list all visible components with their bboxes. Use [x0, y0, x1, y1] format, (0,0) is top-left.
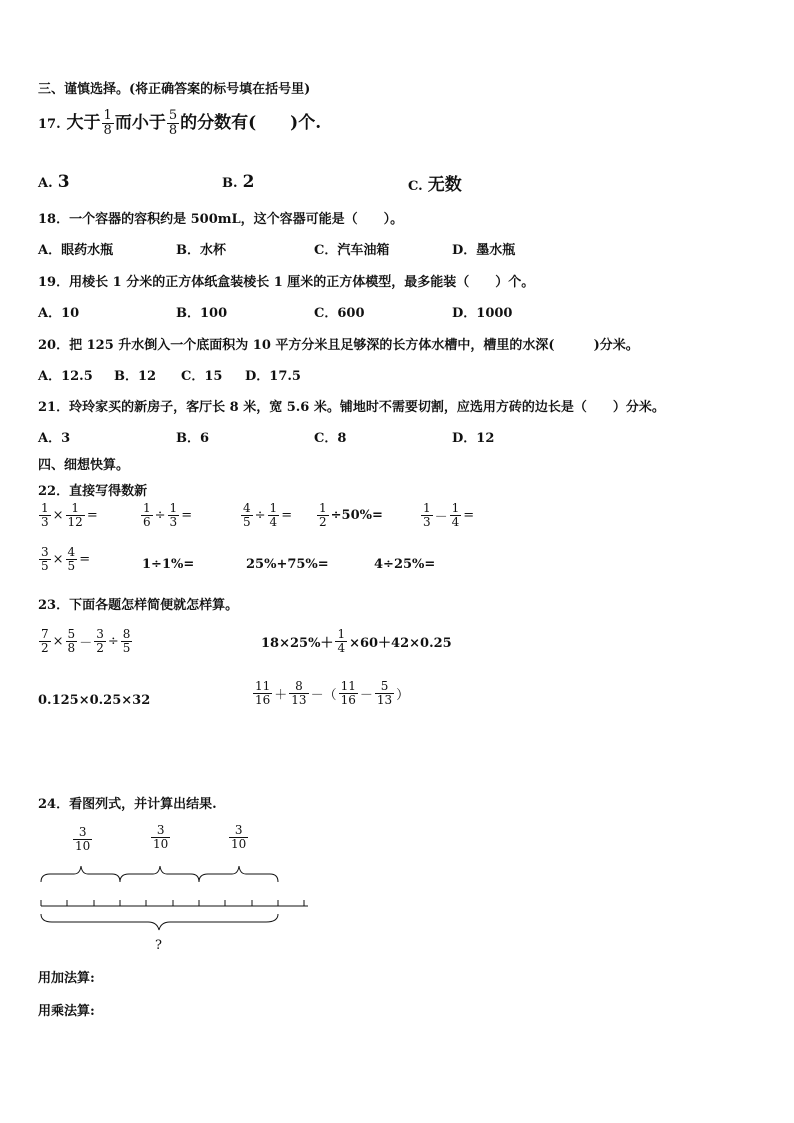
top-brace-1: [41, 866, 120, 882]
q17-fraction-2: $\frac{5}{8}$: [168, 108, 178, 138]
q20-option-a[interactable]: A．12.5: [38, 369, 93, 384]
brace-label-3: $\frac{3}{10}$: [231, 823, 247, 851]
unknown-total-label: ?: [155, 938, 162, 953]
q23-expression-1: $\frac{7}{2}$ × $\frac{5}{8}$ － $\frac{3}{2}$ ÷ $\frac{8}{5}$: [41, 627, 131, 655]
q18-option-d[interactable]: D．墨水瓶: [452, 243, 516, 258]
q22-item-5: $\frac{1}{3}$ － $\frac{1}{4}$ =: [423, 501, 475, 529]
question-23-title: 23．下面各题怎样简便就怎样算。: [38, 598, 239, 613]
q17-number: 17.: [38, 117, 61, 132]
section-three-title: 三、谨慎选择。(将正确答案的标号填在括号里): [38, 82, 311, 97]
bottom-brace: [41, 914, 278, 930]
q22-item-7: 1÷1%=: [142, 557, 195, 572]
q21-option-c[interactable]: C．8: [314, 431, 347, 446]
q19-option-a[interactable]: A．10: [38, 306, 80, 321]
q19-option-b[interactable]: B．100: [176, 306, 228, 321]
q17-text-b: 而小于: [114, 113, 166, 133]
q17-fraction-1: $\frac{1}{8}$: [103, 108, 112, 138]
q17-text-a: 大于: [66, 113, 101, 133]
q21-option-b[interactable]: B．6: [176, 431, 210, 446]
brace-label-1: $\frac{3}{10}$: [75, 825, 91, 853]
q22-item-3: $\frac{4}{5}$ ÷ $\frac{1}{4}$ =: [243, 501, 293, 529]
q23-expression-4: $\frac{11}{16}$ ＋ $\frac{8}{13}$ －（ $\frac{11}{16}$ － $\frac{5}{13}$ ）: [255, 679, 410, 707]
q23-expression-3: 0.125×0.25×32: [38, 693, 151, 708]
q17-option-c[interactable]: C. 无数: [408, 175, 462, 195]
q19-option-d[interactable]: D．1000: [452, 306, 513, 321]
q22-item-4: $\frac{1}{2}$ ÷50%=: [319, 501, 383, 529]
q17-option-b[interactable]: B. 2: [222, 172, 255, 192]
question-19: 19．用棱长 1 分米的正方体纸盒装棱长 1 厘米的正方体模型，最多能装（ ）个。: [38, 275, 535, 290]
number-line-diagram: [36, 822, 326, 942]
top-brace-2: [120, 866, 199, 882]
q19-option-c[interactable]: C．600: [314, 306, 365, 321]
brace-label-2: $\frac{3}{10}$: [153, 823, 169, 851]
q18-option-b[interactable]: B．水杯: [176, 243, 226, 258]
q17-text-c: 的分数有( )个.: [180, 113, 322, 133]
q22-item-8: 25%+75%=: [246, 557, 329, 572]
multiplication-answer-label: 用乘法算:: [38, 1004, 95, 1019]
question-22-title: 22．直接写得数新: [38, 484, 148, 499]
q20-option-d[interactable]: D．17.5: [245, 369, 301, 384]
q21-option-a[interactable]: A．3: [38, 431, 71, 446]
q22-item-1: $\frac{1}{3}$ × $\frac{1}{12}$ =: [41, 501, 98, 529]
question-21: 21．玲玲家买的新房子，客厅长 8 米，宽 5.6 米。铺地时不需要切割，应选用方砖的边长是（ ）分米。: [38, 400, 665, 415]
q23-expression-2: 18×25%＋ $\frac{1}{4}$ ×60＋42×0.25: [261, 627, 452, 655]
q17-option-a[interactable]: A. 3: [38, 172, 70, 192]
q18-option-a[interactable]: A．眼药水瓶: [38, 243, 114, 258]
q22-item-2: $\frac{1}{6}$ ÷ $\frac{1}{3}$ =: [143, 501, 193, 529]
addition-answer-label: 用加法算:: [38, 971, 95, 986]
tick-marks: [41, 900, 304, 906]
q22-item-6: $\frac{3}{5}$ × $\frac{4}{5}$ =: [41, 545, 91, 573]
q22-item-9: 4÷25%=: [374, 557, 436, 572]
question-18: 18．一个容器的容积约是 500mL，这个容器可能是（ ）。: [38, 212, 404, 227]
question-24-title: 24．看图列式，并计算出结果.: [38, 797, 217, 812]
q20-option-b[interactable]: B．12: [114, 369, 157, 384]
top-brace-3: [199, 866, 278, 882]
question-20: 20．把 125 升水倒入一个底面积为 10 平方分米且足够深的长方体水槽中，槽里的水深( )分米。: [38, 338, 639, 353]
question-17: [38, 108, 321, 138]
q21-option-d[interactable]: D．12: [452, 431, 495, 446]
section-four-title: 四、细想快算。: [38, 458, 130, 473]
q18-option-c[interactable]: C．汽车油箱: [314, 243, 390, 258]
q20-option-c[interactable]: C．15: [181, 369, 223, 384]
